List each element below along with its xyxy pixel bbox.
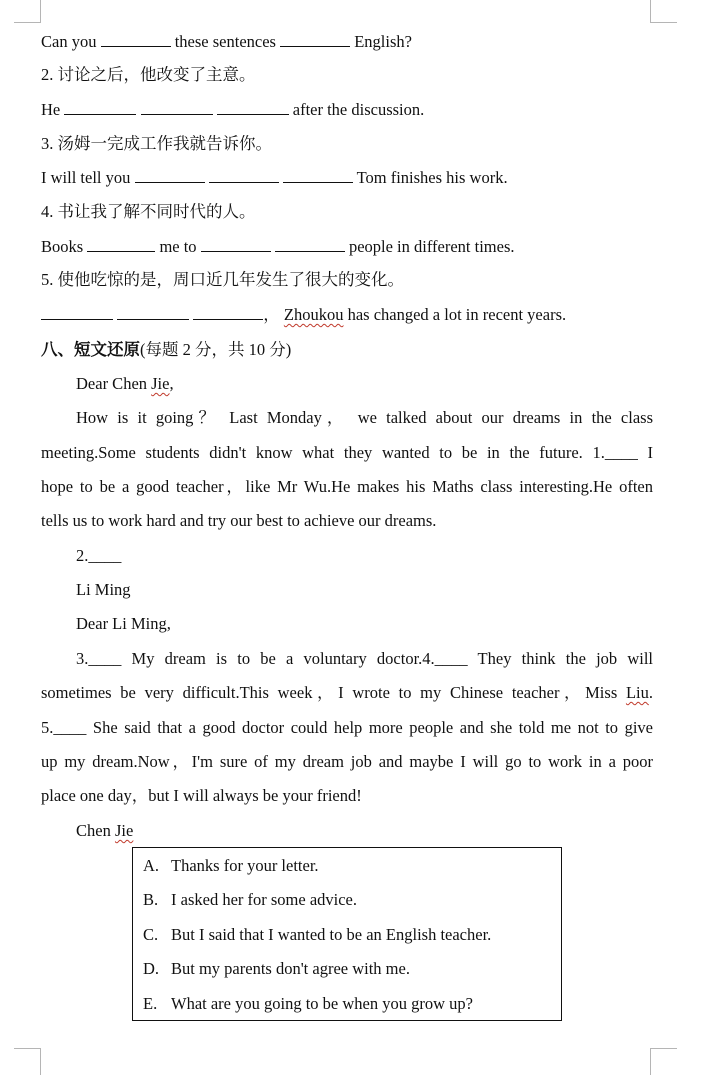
option-b[interactable] — [143, 890, 357, 910]
q4-suffix: people in different times. — [348, 237, 515, 256]
letter2-line-5: place one day，but I will always be your friend! — [41, 786, 362, 805]
q3-english-line — [41, 168, 508, 188]
q5-english-line — [41, 305, 566, 325]
option-letter: A. — [143, 856, 160, 875]
q1-suffix: English? — [354, 32, 412, 51]
greeting-comma: , — [169, 374, 174, 393]
q5-suffix: has changed a lot in recent years. — [347, 305, 567, 324]
option-text: But I said that I wanted to be an English teacher. — [171, 925, 492, 944]
letter2-greeting: Dear Li Ming, — [76, 614, 171, 633]
crop-mark-top-right — [650, 0, 677, 23]
q3-prefix: I will tell you — [41, 168, 131, 187]
answer-blank[interactable] — [141, 100, 213, 115]
answer-blank[interactable] — [201, 237, 271, 252]
q2-suffix: after the discussion. — [292, 100, 425, 119]
q4-mid: me to — [159, 237, 197, 256]
q4-chinese-prompt: 4. 书让我了解不同时代的人。 — [41, 202, 256, 221]
option-a[interactable] — [143, 856, 319, 876]
option-letter: B. — [143, 890, 159, 909]
q4-english-line — [41, 237, 515, 257]
section-heading — [41, 340, 291, 360]
letter1-signature: Li Ming — [76, 580, 131, 599]
letter1-greeting — [76, 374, 174, 394]
q1-english-line — [41, 32, 412, 52]
answer-blank[interactable] — [117, 305, 189, 320]
crop-mark-top-left — [14, 0, 41, 23]
option-text: What are you going to be when you grow up? — [171, 994, 473, 1013]
letter1-line-3: hope to be a good teacher，like Mr Wu.He makes his Maths class interesting.He often — [41, 477, 653, 496]
letter2-line-2-text: sometimes be very difficult.This week，I wrote to my Chinese teacher，Miss — [41, 683, 626, 702]
answer-blank[interactable] — [64, 100, 136, 115]
q1-prefix: Can you — [41, 32, 97, 51]
option-letter: D. — [143, 959, 160, 978]
section-title: 八、短文还原 — [41, 340, 140, 359]
q3-chinese-prompt: 3. 汤姆一完成工作我就告诉你。 — [41, 134, 272, 153]
q1-mid: these sentences — [174, 32, 276, 51]
option-e[interactable] — [143, 994, 473, 1014]
greeting-name: Jie — [151, 374, 170, 393]
options-box — [132, 847, 562, 1021]
teacher-name: Liu — [625, 683, 649, 702]
answer-blank[interactable] — [275, 237, 345, 252]
option-letter: E. — [143, 994, 158, 1013]
signature-text: Chen — [76, 821, 115, 840]
option-c[interactable] — [143, 925, 491, 945]
letter2-signature — [76, 821, 133, 841]
q5-separator: ， — [263, 305, 280, 324]
letter1-line-4: tells us to work hard and try our best to achieve our dreams. — [41, 511, 437, 530]
q3-suffix: Tom finishes his work. — [356, 168, 508, 187]
option-d[interactable] — [143, 959, 410, 979]
letter2-line-1: 3.____ My dream is to be a voluntary doctor.4.____ They think the job will — [76, 649, 653, 668]
answer-blank[interactable] — [41, 305, 113, 320]
answer-blank[interactable] — [283, 168, 353, 183]
q5-proper-noun: Zhoukou — [283, 305, 344, 324]
letter1-line-2: meeting.Some students didn't know what they wanted to be in the future. 1.____ I — [41, 443, 653, 462]
letter2-line-2 — [41, 683, 653, 703]
greeting-text: Dear Chen — [76, 374, 152, 393]
answer-blank[interactable] — [193, 305, 263, 320]
option-text: But my parents don't agree with me. — [171, 959, 410, 978]
section-score-note: (每题 2 分，共 10 分) — [140, 340, 292, 359]
answer-blank[interactable] — [209, 168, 279, 183]
crop-mark-bottom-right — [650, 1048, 677, 1075]
option-letter: C. — [143, 925, 159, 944]
answer-blank[interactable] — [135, 168, 205, 183]
letter2-line-2-end: . — [648, 683, 653, 702]
letter1-blank-2[interactable]: 2.____ — [76, 546, 122, 565]
answer-blank[interactable] — [87, 237, 155, 252]
option-text: I asked her for some advice. — [171, 890, 358, 909]
letter2-line-3: 5.____ She said that a good doctor could help more people and she told me not to give — [41, 718, 653, 737]
option-text: Thanks for your letter. — [171, 856, 319, 875]
signature-name: Jie — [114, 821, 134, 840]
answer-blank[interactable] — [280, 32, 350, 47]
q5-chinese-prompt: 5. 使他吃惊的是，周口近几年发生了很大的变化。 — [41, 270, 404, 289]
q2-english-line — [41, 100, 424, 120]
q2-prefix: He — [41, 100, 61, 119]
answer-blank[interactable] — [101, 32, 171, 47]
answer-blank[interactable] — [217, 100, 289, 115]
letter2-line-4: up my dream.Now，I'm sure of my dream job and maybe I will go to work in a poor — [41, 752, 653, 771]
crop-mark-bottom-left — [14, 1048, 41, 1075]
letter1-line-1: How is it going？ Last Monday， we talked about our dreams in the class — [76, 408, 653, 427]
q2-chinese-prompt: 2. 讨论之后，他改变了主意。 — [41, 65, 256, 84]
q4-prefix: Books — [41, 237, 84, 256]
